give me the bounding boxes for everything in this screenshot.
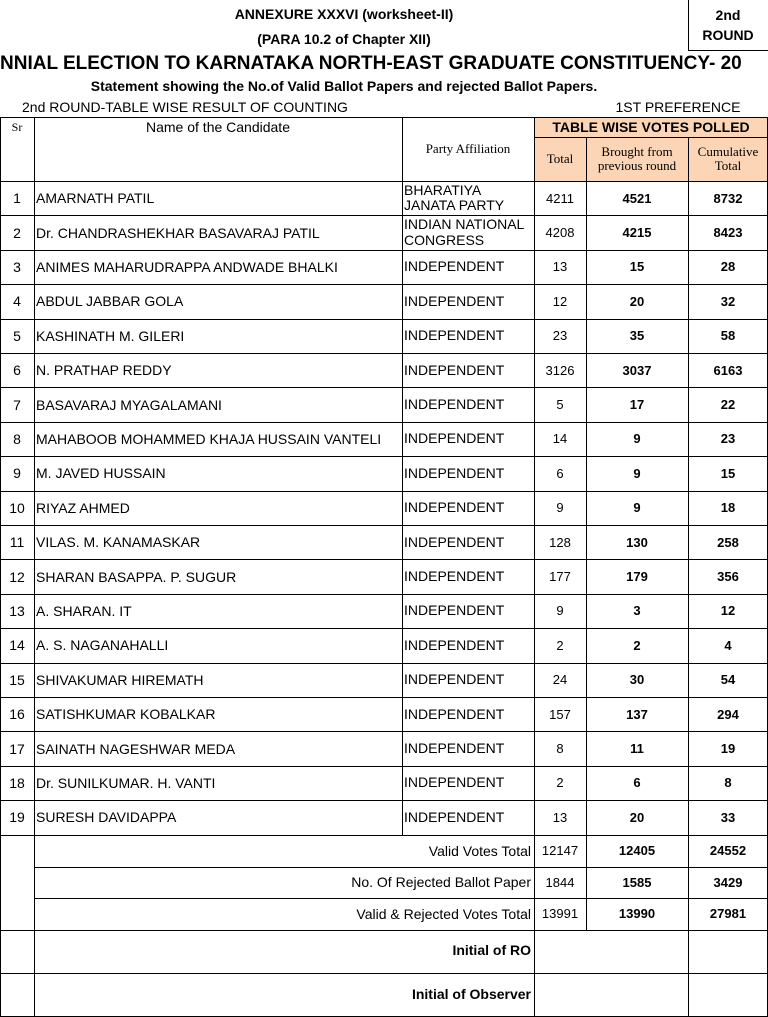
row-party: INDEPENDENT bbox=[404, 705, 505, 722]
row-sr: 6 bbox=[13, 362, 21, 379]
row-total: 5 bbox=[556, 397, 564, 413]
grid-line bbox=[0, 663, 768, 664]
row-sr: 11 bbox=[9, 534, 25, 551]
summary-cumulative: 24552 bbox=[709, 843, 747, 859]
grid-line bbox=[586, 137, 587, 930]
row-candidate-name: VILAS. M. KANAMASKAR bbox=[36, 534, 201, 551]
summary-label: Valid & Rejected Votes Total bbox=[356, 905, 531, 922]
row-cumulative: 33 bbox=[720, 809, 736, 825]
summary-label: No. Of Rejected Ballot Paper bbox=[351, 874, 531, 891]
row-party: BHARATIYA JANATA PARTY bbox=[404, 181, 505, 214]
row-brought: 2 bbox=[633, 637, 641, 653]
row-total: 4211 bbox=[546, 190, 574, 206]
row-brought: 3 bbox=[633, 603, 641, 619]
row-candidate-name: SHARAN BASAPPA. P. SUGUR bbox=[36, 568, 237, 585]
row-cumulative: 28 bbox=[720, 259, 736, 275]
grid-line bbox=[0, 973, 768, 974]
row-cumulative: 356 bbox=[717, 569, 739, 585]
summary-cumulative: 3429 bbox=[713, 874, 743, 890]
round-result-label: 2nd ROUND-TABLE WISE RESULT OF COUNTING bbox=[22, 98, 348, 115]
row-brought: 4521 bbox=[622, 190, 652, 206]
grid-line bbox=[534, 137, 768, 138]
row-total: 24 bbox=[552, 672, 568, 688]
row-sr: 15 bbox=[9, 671, 25, 688]
row-total: 157 bbox=[549, 706, 571, 722]
grid-line bbox=[0, 628, 768, 629]
grid-line bbox=[0, 117, 768, 118]
row-candidate-name: ABDUL JABBAR GOLA bbox=[36, 293, 184, 310]
row-sr: 9 bbox=[13, 465, 21, 482]
row-total: 2 bbox=[556, 637, 564, 653]
para-reference: (PARA 10.2 of Chapter XII) bbox=[257, 31, 431, 47]
row-candidate-name: SATISHKUMAR KOBALKAR bbox=[36, 706, 216, 723]
row-cumulative: 12 bbox=[720, 603, 736, 619]
row-candidate-name: SHIVAKUMAR HIREMATH bbox=[36, 671, 204, 688]
row-sr: 7 bbox=[13, 396, 21, 413]
row-total: 2 bbox=[556, 775, 564, 791]
row-party: INDEPENDENT bbox=[404, 774, 505, 791]
row-brought: 15 bbox=[629, 259, 645, 275]
row-sr: 2 bbox=[13, 224, 21, 241]
summary-brought: 12405 bbox=[618, 843, 656, 859]
row-sr: 13 bbox=[9, 602, 25, 619]
row-sr: 14 bbox=[9, 637, 25, 654]
grid-line bbox=[0, 181, 768, 182]
col-header-sr: Sr bbox=[11, 119, 23, 134]
grid-line bbox=[688, 50, 768, 51]
row-total: 177 bbox=[549, 569, 571, 585]
row-total: 12 bbox=[552, 293, 568, 309]
row-brought: 35 bbox=[629, 328, 645, 344]
row-party: INDEPENDENT bbox=[404, 258, 505, 275]
initial-of-observer-label: Initial of Observer bbox=[411, 986, 531, 1002]
grid-line bbox=[0, 422, 768, 423]
row-party: INDEPENDENT bbox=[404, 292, 505, 309]
row-sr: 17 bbox=[9, 740, 25, 757]
row-brought: 30 bbox=[629, 672, 645, 688]
grid-line bbox=[0, 387, 768, 388]
row-sr: 5 bbox=[13, 327, 21, 344]
row-cumulative: 15 bbox=[720, 465, 736, 481]
row-candidate-name: A. SHARAN. IT bbox=[36, 602, 132, 619]
row-cumulative: 23 bbox=[720, 431, 736, 447]
row-candidate-name: Dr. SUNILKUMAR. H. VANTI bbox=[36, 774, 216, 791]
grid-line bbox=[0, 319, 768, 320]
col-header-total: Total bbox=[534, 137, 586, 181]
summary-cumulative: 27981 bbox=[709, 906, 747, 922]
summary-total: 13991 bbox=[541, 906, 579, 922]
row-brought: 9 bbox=[633, 500, 641, 516]
summary-total: 12147 bbox=[541, 843, 579, 859]
row-brought: 17 bbox=[629, 397, 645, 413]
row-total: 4208 bbox=[545, 225, 575, 241]
grid-line bbox=[534, 117, 535, 1017]
row-candidate-name: AMARNATH PATIL bbox=[36, 190, 155, 207]
row-candidate-name: M. JAVED HUSSAIN bbox=[36, 465, 166, 482]
row-party: INDEPENDENT bbox=[404, 567, 505, 584]
row-party: INDEPENDENT bbox=[404, 499, 505, 516]
summary-total: 1844 bbox=[545, 874, 575, 890]
row-sr: 4 bbox=[13, 293, 21, 310]
row-party: INDEPENDENT bbox=[404, 602, 505, 619]
row-total: 23 bbox=[552, 328, 568, 344]
row-total: 9 bbox=[556, 603, 564, 619]
grid-line bbox=[402, 117, 403, 835]
row-sr: 10 bbox=[9, 499, 25, 516]
row-total: 128 bbox=[549, 534, 571, 550]
row-sr: 1 bbox=[13, 190, 21, 207]
grid-line bbox=[0, 559, 768, 560]
row-brought: 6 bbox=[633, 775, 641, 791]
row-sr: 3 bbox=[13, 258, 21, 275]
row-brought: 179 bbox=[626, 569, 648, 585]
grid-line bbox=[0, 525, 768, 526]
row-cumulative: 8423 bbox=[713, 225, 743, 241]
grid-line bbox=[688, 137, 689, 1017]
initial-of-ro-label: Initial of RO bbox=[452, 942, 531, 958]
col-header-party: Party Affiliation bbox=[425, 141, 511, 156]
row-party: INDEPENDENT bbox=[404, 671, 505, 688]
row-brought: 9 bbox=[633, 465, 641, 481]
statement-line: Statement showing the No.of Valid Ballot Papers and rejected Ballot Papers. bbox=[90, 77, 598, 94]
row-party: INDEPENDENT bbox=[404, 739, 505, 756]
grid-line bbox=[0, 594, 768, 595]
row-sr: 12 bbox=[9, 568, 25, 585]
round-label-top: 2nd bbox=[715, 7, 741, 23]
grid-line bbox=[0, 835, 768, 836]
row-party: INDEPENDENT bbox=[404, 808, 505, 825]
grid-line bbox=[34, 898, 768, 899]
row-total: 9 bbox=[556, 500, 564, 516]
row-cumulative: 4 bbox=[724, 637, 732, 653]
row-sr: 16 bbox=[9, 706, 25, 723]
row-brought: 130 bbox=[626, 534, 648, 550]
grid-line bbox=[0, 491, 768, 492]
row-cumulative: 32 bbox=[720, 293, 736, 309]
row-cumulative: 19 bbox=[720, 741, 736, 757]
row-total: 6 bbox=[556, 465, 564, 481]
row-cumulative: 22 bbox=[720, 397, 736, 413]
row-candidate-name: SURESH DAVIDAPPA bbox=[36, 809, 177, 826]
annexure-title: ANNEXURE XXXVI (worksheet-II) bbox=[234, 6, 454, 22]
grid-line bbox=[688, 0, 689, 50]
row-party: INDIAN NATIONAL CONGRESS bbox=[404, 216, 524, 248]
grid-line bbox=[0, 800, 768, 801]
col-header-votes-group: TABLE WISE VOTES POLLED bbox=[534, 117, 768, 137]
summary-brought: 1585 bbox=[622, 874, 652, 890]
row-brought: 3037 bbox=[622, 362, 652, 378]
row-party: INDEPENDENT bbox=[404, 361, 505, 378]
row-cumulative: 6163 bbox=[713, 362, 743, 378]
row-candidate-name: KASHINATH M. GILERI bbox=[36, 327, 185, 344]
summary-label: Valid Votes Total bbox=[428, 842, 531, 859]
row-candidate-name: N. PRATHAP REDDY bbox=[36, 362, 172, 379]
row-total: 8 bbox=[556, 741, 564, 757]
grid-line bbox=[0, 353, 768, 354]
row-party: INDEPENDENT bbox=[404, 395, 505, 412]
row-total: 13 bbox=[552, 259, 568, 275]
grid-line bbox=[34, 867, 768, 868]
row-candidate-name: A. S. NAGANAHALLI bbox=[36, 637, 169, 654]
row-candidate-name: Dr. CHANDRASHEKHAR BASAVARAJ PATIL bbox=[36, 224, 320, 241]
row-cumulative: 54 bbox=[720, 672, 736, 688]
col-header-name: Name of the Candidate bbox=[146, 119, 290, 135]
row-cumulative: 8 bbox=[724, 775, 732, 791]
row-brought: 4215 bbox=[622, 225, 652, 241]
row-cumulative: 258 bbox=[717, 534, 739, 550]
election-title: NNIAL ELECTION TO KARNATAKA NORTH-EAST GRADUATE CONSTITUENCY- 20 bbox=[0, 53, 742, 74]
row-party: INDEPENDENT bbox=[404, 533, 505, 550]
row-party: INDEPENDENT bbox=[404, 464, 505, 481]
grid-line bbox=[0, 250, 768, 251]
row-brought: 20 bbox=[629, 293, 645, 309]
grid-line bbox=[0, 117, 1, 1017]
row-total: 13 bbox=[552, 809, 568, 825]
grid-line bbox=[0, 930, 768, 931]
grid-line bbox=[0, 766, 768, 767]
grid-line bbox=[0, 284, 768, 285]
round-label-bottom: ROUND bbox=[702, 27, 754, 43]
grid-line bbox=[34, 117, 35, 1017]
row-cumulative: 58 bbox=[720, 328, 736, 344]
row-party: INDEPENDENT bbox=[404, 430, 505, 447]
row-total: 3126 bbox=[545, 362, 575, 378]
row-candidate-name: BASAVARAJ MYAGALAMANI bbox=[36, 396, 222, 413]
grid-line bbox=[0, 731, 768, 732]
row-brought: 137 bbox=[626, 706, 648, 722]
grid-line bbox=[0, 697, 768, 698]
row-cumulative: 18 bbox=[720, 500, 736, 516]
row-sr: 18 bbox=[9, 774, 25, 791]
row-sr: 19 bbox=[9, 809, 25, 826]
row-party: INDEPENDENT bbox=[404, 327, 505, 344]
row-brought: 11 bbox=[630, 741, 644, 757]
row-sr: 8 bbox=[13, 430, 21, 447]
row-candidate-name: MAHABOOB MOHAMMED KHAJA HUSSAIN VANTELI bbox=[36, 430, 382, 447]
col-header-cumulative: Cumulative Total bbox=[688, 137, 768, 181]
row-cumulative: 8732 bbox=[713, 190, 743, 206]
row-cumulative: 294 bbox=[717, 706, 739, 722]
grid-line bbox=[0, 456, 768, 457]
grid-line bbox=[0, 215, 768, 216]
col-header-brought: Brought from previous round bbox=[586, 137, 688, 181]
row-brought: 9 bbox=[633, 431, 641, 447]
row-brought: 20 bbox=[629, 809, 645, 825]
row-party: INDEPENDENT bbox=[404, 636, 505, 653]
summary-brought: 13990 bbox=[618, 906, 656, 922]
preference-label: 1ST PREFERENCE bbox=[615, 98, 741, 115]
row-candidate-name: SAINATH NAGESHWAR MEDA bbox=[36, 740, 236, 757]
row-candidate-name: RIYAZ AHMED bbox=[36, 499, 130, 516]
row-total: 14 bbox=[552, 431, 568, 447]
row-candidate-name: ANIMES MAHARUDRAPPA ANDWADE BHALKI bbox=[36, 258, 338, 275]
